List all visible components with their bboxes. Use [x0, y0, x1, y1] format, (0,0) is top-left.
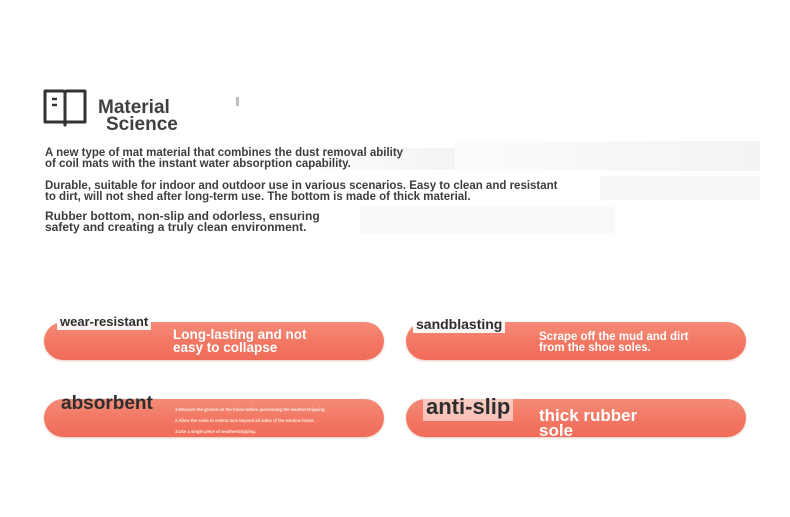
feature-label: absorbent	[61, 393, 153, 414]
decorative-mark	[236, 97, 239, 106]
background-wash	[600, 176, 760, 200]
open-book-icon	[43, 88, 87, 128]
title-line-1: Material	[98, 97, 170, 118]
paragraph-rubber-bottom: Rubber bottom, non-slip and odorless, ensuring safety and creating a truly clean environment.	[45, 209, 320, 234]
background-wash	[360, 207, 615, 233]
step-item: 1.Measure the groove on the frame before purchasing the weatherstripping.	[175, 407, 326, 412]
feature-label: sandblasting	[413, 316, 505, 333]
feature-label: anti-slip	[423, 394, 513, 421]
section-title	[98, 99, 178, 133]
step-item: 3.Use a single piece of weatherstripping.	[175, 429, 256, 434]
title-line-2: Science	[106, 114, 178, 135]
paragraph-durable: Durable, suitable for indoor and outdoor use in various scenarios. Easy to clean and resistant to dirt, will not shed after long-term use. The bottom is made of thick material.	[45, 180, 558, 203]
feature-label: wear-resistant	[57, 314, 151, 330]
feature-description: Scrape off the mud and dirt from the shoe soles.	[539, 331, 689, 354]
feature-description: Long-lasting and not easy to collapse	[173, 327, 307, 355]
feature-description: thick rubber sole	[539, 406, 638, 440]
background-wash	[455, 141, 760, 171]
paragraph-dust-removal: A new type of mat material that combines the dust removal ability of coil mats with the instant water absorption capability.	[45, 148, 455, 170]
feature-steps-list	[175, 404, 326, 437]
step-item: 2.Allow the seals to extend 3cm beyond all sides of the window frame.	[175, 418, 315, 423]
